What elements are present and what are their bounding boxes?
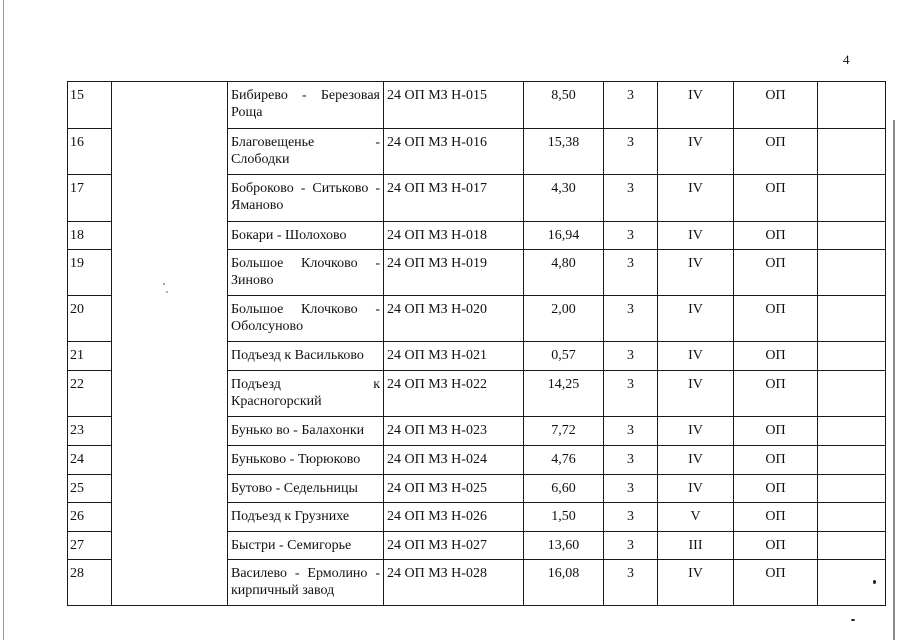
- road-name: Благовещенье - Слободки: [228, 129, 384, 175]
- road-length: 4,76: [524, 446, 604, 475]
- road-lanes: 3: [604, 296, 658, 342]
- road-code: 24 ОП МЗ Н-024: [384, 446, 524, 475]
- road-category: IV: [658, 342, 734, 371]
- road-category: IV: [658, 175, 734, 222]
- road-code: 24 ОП МЗ Н-026: [384, 503, 524, 532]
- row-number: 20: [68, 296, 112, 342]
- row-number: 19: [68, 250, 112, 296]
- road-lanes: 3: [604, 475, 658, 503]
- road-code: 24 ОП МЗ Н-018: [384, 222, 524, 250]
- table-row: [68, 250, 886, 296]
- row-number: 26: [68, 503, 112, 532]
- blank-cell: [112, 560, 228, 606]
- row-number: 16: [68, 129, 112, 175]
- road-significance: ОП: [734, 560, 818, 606]
- table-row: [68, 175, 886, 222]
- road-length: 4,30: [524, 175, 604, 222]
- row-number: 15: [68, 82, 112, 129]
- blank-cell: [112, 532, 228, 560]
- row-number: 21: [68, 342, 112, 371]
- road-note: [818, 296, 886, 342]
- table-row: [68, 296, 886, 342]
- blank-cell: [112, 503, 228, 532]
- road-significance: ОП: [734, 222, 818, 250]
- scan-speck: [166, 291, 168, 293]
- road-note: [818, 475, 886, 503]
- table-row: [68, 371, 886, 417]
- road-code: 24 ОП МЗ Н-015: [384, 82, 524, 129]
- row-number: 22: [68, 371, 112, 417]
- table-row: [68, 222, 886, 250]
- road-length: 0,57: [524, 342, 604, 371]
- road-lanes: 3: [604, 82, 658, 129]
- road-name: Василево - Ермолино - кирпичный завод: [228, 560, 384, 606]
- road-significance: ОП: [734, 250, 818, 296]
- road-lanes: 3: [604, 371, 658, 417]
- row-number: 23: [68, 417, 112, 446]
- road-length: 8,50: [524, 82, 604, 129]
- road-significance: ОП: [734, 532, 818, 560]
- road-lanes: 3: [604, 250, 658, 296]
- table-row: [68, 475, 886, 503]
- road-name: Бибирево - Березовая Роща: [228, 82, 384, 129]
- road-note: [818, 175, 886, 222]
- road-length: 4,80: [524, 250, 604, 296]
- road-name: Буньково - Тюрюково: [228, 446, 384, 475]
- table-row: [68, 503, 886, 532]
- table-row: [68, 532, 886, 560]
- road-length: 15,38: [524, 129, 604, 175]
- road-significance: ОП: [734, 175, 818, 222]
- road-name: Подъезд к Красногорский: [228, 371, 384, 417]
- road-name: Бутово - Седельницы: [228, 475, 384, 503]
- row-number: 24: [68, 446, 112, 475]
- road-category: IV: [658, 371, 734, 417]
- road-name: Быстри - Семигорье: [228, 532, 384, 560]
- road-code: 24 ОП МЗ Н-025: [384, 475, 524, 503]
- road-significance: ОП: [734, 446, 818, 475]
- road-name: Большое Клочково - Оболсуново: [228, 296, 384, 342]
- road-note: [818, 446, 886, 475]
- table-row: [68, 417, 886, 446]
- road-name: Большое Клочково - Зиново: [228, 250, 384, 296]
- road-name: Боброково - Ситьково - Ямановo: [228, 175, 384, 222]
- scan-speck: [851, 619, 855, 621]
- blank-cell: [112, 446, 228, 475]
- road-code: 24 ОП МЗ Н-023: [384, 417, 524, 446]
- road-category: IV: [658, 446, 734, 475]
- blank-cell: [112, 342, 228, 371]
- road-significance: ОП: [734, 82, 818, 129]
- road-code: 24 ОП МЗ Н-016: [384, 129, 524, 175]
- road-lanes: 3: [604, 503, 658, 532]
- road-code: 24 ОП МЗ Н-017: [384, 175, 524, 222]
- road-note: [818, 371, 886, 417]
- road-name: Подъезд к Васильково: [228, 342, 384, 371]
- scan-speck: [873, 580, 876, 584]
- road-category: IV: [658, 296, 734, 342]
- road-significance: ОП: [734, 342, 818, 371]
- road-note: [818, 82, 886, 129]
- blank-cell: [112, 296, 228, 342]
- road-category: IV: [658, 560, 734, 606]
- road-significance: ОП: [734, 129, 818, 175]
- road-note: [818, 222, 886, 250]
- road-lanes: 3: [604, 175, 658, 222]
- road-name: Подъезд к Грузнихе: [228, 503, 384, 532]
- row-number: 17: [68, 175, 112, 222]
- blank-cell: [112, 222, 228, 250]
- roads-table: [67, 81, 886, 606]
- road-lanes: 3: [604, 560, 658, 606]
- road-category: IV: [658, 129, 734, 175]
- road-length: 2,00: [524, 296, 604, 342]
- road-significance: ОП: [734, 503, 818, 532]
- road-length: 16,08: [524, 560, 604, 606]
- table-row: [68, 82, 886, 129]
- road-length: 14,25: [524, 371, 604, 417]
- road-code: 24 ОП МЗ Н-020: [384, 296, 524, 342]
- road-length: 1,50: [524, 503, 604, 532]
- table-row: [68, 342, 886, 371]
- table-row: [68, 129, 886, 175]
- road-name: Бокари - Шолохово: [228, 222, 384, 250]
- road-note: [818, 342, 886, 371]
- road-significance: ОП: [734, 475, 818, 503]
- road-category: IV: [658, 250, 734, 296]
- row-number: 25: [68, 475, 112, 503]
- road-code: 24 ОП МЗ Н-022: [384, 371, 524, 417]
- road-note: [818, 503, 886, 532]
- road-lanes: 3: [604, 342, 658, 371]
- table-row: [68, 560, 886, 606]
- blank-cell: [112, 82, 228, 129]
- road-note: [818, 129, 886, 175]
- road-category: IV: [658, 222, 734, 250]
- road-code: 24 ОП МЗ Н-021: [384, 342, 524, 371]
- road-category: V: [658, 503, 734, 532]
- table-body: [68, 82, 886, 606]
- road-length: 13,60: [524, 532, 604, 560]
- row-number: 27: [68, 532, 112, 560]
- row-number: 18: [68, 222, 112, 250]
- road-category: III: [658, 532, 734, 560]
- road-lanes: 3: [604, 417, 658, 446]
- page-edge-right: [893, 120, 895, 640]
- road-length: 16,94: [524, 222, 604, 250]
- road-lanes: 3: [604, 129, 658, 175]
- road-name: Бунько во - Балахонки: [228, 417, 384, 446]
- road-significance: ОП: [734, 417, 818, 446]
- road-code: 24 ОП МЗ Н-019: [384, 250, 524, 296]
- road-note: [818, 250, 886, 296]
- road-significance: ОП: [734, 371, 818, 417]
- blank-cell: [112, 175, 228, 222]
- road-code: 24 ОП МЗ Н-027: [384, 532, 524, 560]
- road-category: IV: [658, 417, 734, 446]
- blank-cell: [112, 371, 228, 417]
- road-note: [818, 532, 886, 560]
- blank-cell: [112, 475, 228, 503]
- road-code: 24 ОП МЗ Н-028: [384, 560, 524, 606]
- blank-cell: [112, 129, 228, 175]
- road-significance: ОП: [734, 296, 818, 342]
- road-length: 7,72: [524, 417, 604, 446]
- road-length: 6,60: [524, 475, 604, 503]
- blank-cell: [112, 417, 228, 446]
- blank-cell: [112, 250, 228, 296]
- table-row: [68, 446, 886, 475]
- page-number: 4: [843, 52, 850, 67]
- road-category: IV: [658, 82, 734, 129]
- road-lanes: 3: [604, 222, 658, 250]
- road-category: IV: [658, 475, 734, 503]
- scan-speck: [163, 283, 165, 285]
- road-lanes: 3: [604, 446, 658, 475]
- road-note: [818, 417, 886, 446]
- page-edge-left: [3, 0, 4, 640]
- row-number: 28: [68, 560, 112, 606]
- road-lanes: 3: [604, 532, 658, 560]
